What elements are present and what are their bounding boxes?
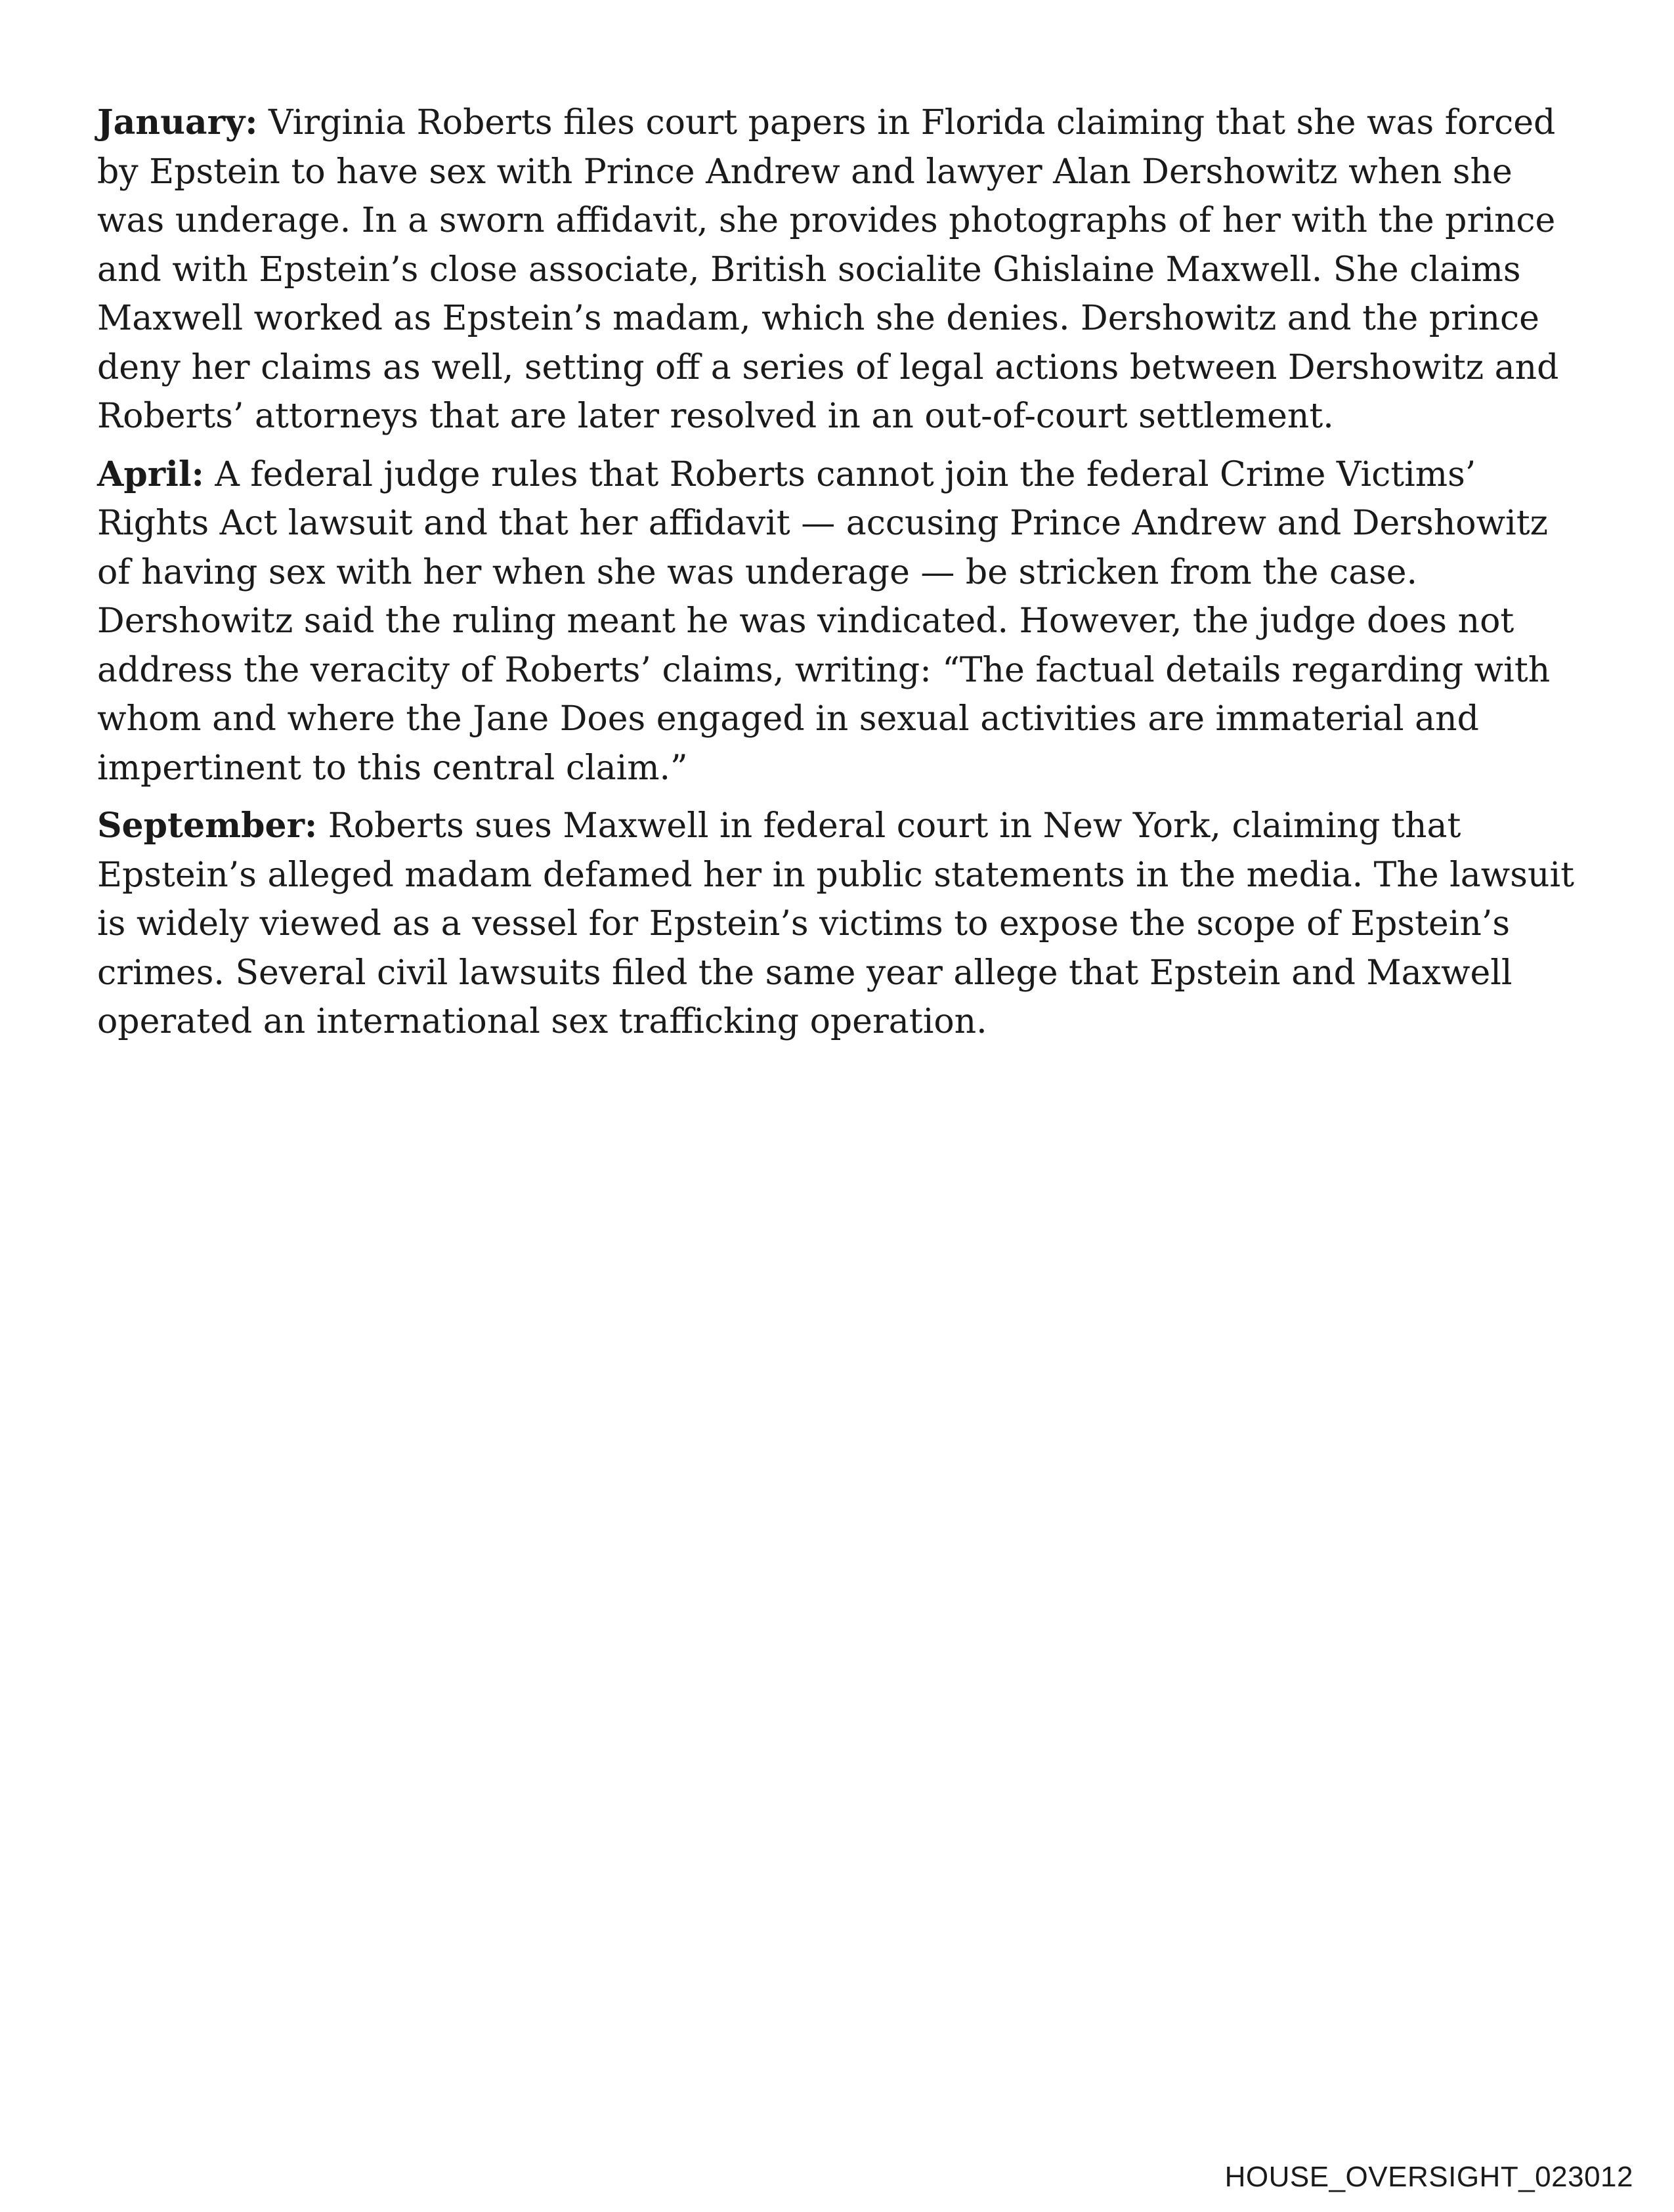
entry-label: September:: [97, 806, 318, 846]
entry-text: Roberts sues Maxwell in federal court in New York, claiming that Epstein’s alleged madam defamed her in public statements in the media. The lawsuit is widely viewed as a vessel for Epstein’s victims to expose the scope of Epstein’s crimes. Several civil lawsuits filed the same year allege that Epstein and Maxwell operated an international sex trafficking operation.: [97, 806, 1574, 1041]
entry-january: [97, 98, 1581, 441]
bates-number: HOUSE_OVERSIGHT_023012: [1224, 2161, 1633, 2193]
entry-label: April:: [97, 454, 204, 494]
entry-april: [97, 450, 1581, 793]
document-body: [97, 98, 1581, 1056]
entry-text: A federal judge rules that Roberts cannot join the federal Crime Victims’ Rights Act lawsuit and that her affidavit — accusing Prince Andrew and Dershowitz of having sex with her when she was underage — be stricken from the case. Dershowitz said the ruling meant he was vindicated. However, the judge does not address the veracity of Roberts’ claims, writing: “The factual details regarding with whom and where the Jane Does engaged in sexual activities are immaterial and impertinent to this central claim.”: [97, 454, 1551, 788]
entry-september: [97, 802, 1581, 1047]
entry-label: January:: [97, 102, 258, 142]
entry-text: Virginia Roberts files court papers in Florida claiming that she was forced by Epstein to have sex with Prince Andrew and lawyer Alan Dershowitz when she was underage. In a sworn affidavit, she provides photographs of her with the prince and with Epstein’s close associate, British socialite Ghislaine Maxwell. She claims Maxwell worked as Epstein’s madam, which she denies. Dershowitz and the prince deny her claims as well, setting off a series of legal actions between Dershowitz and Roberts’ attorneys that are later resolved in an out-of-court settlement.: [97, 103, 1559, 436]
